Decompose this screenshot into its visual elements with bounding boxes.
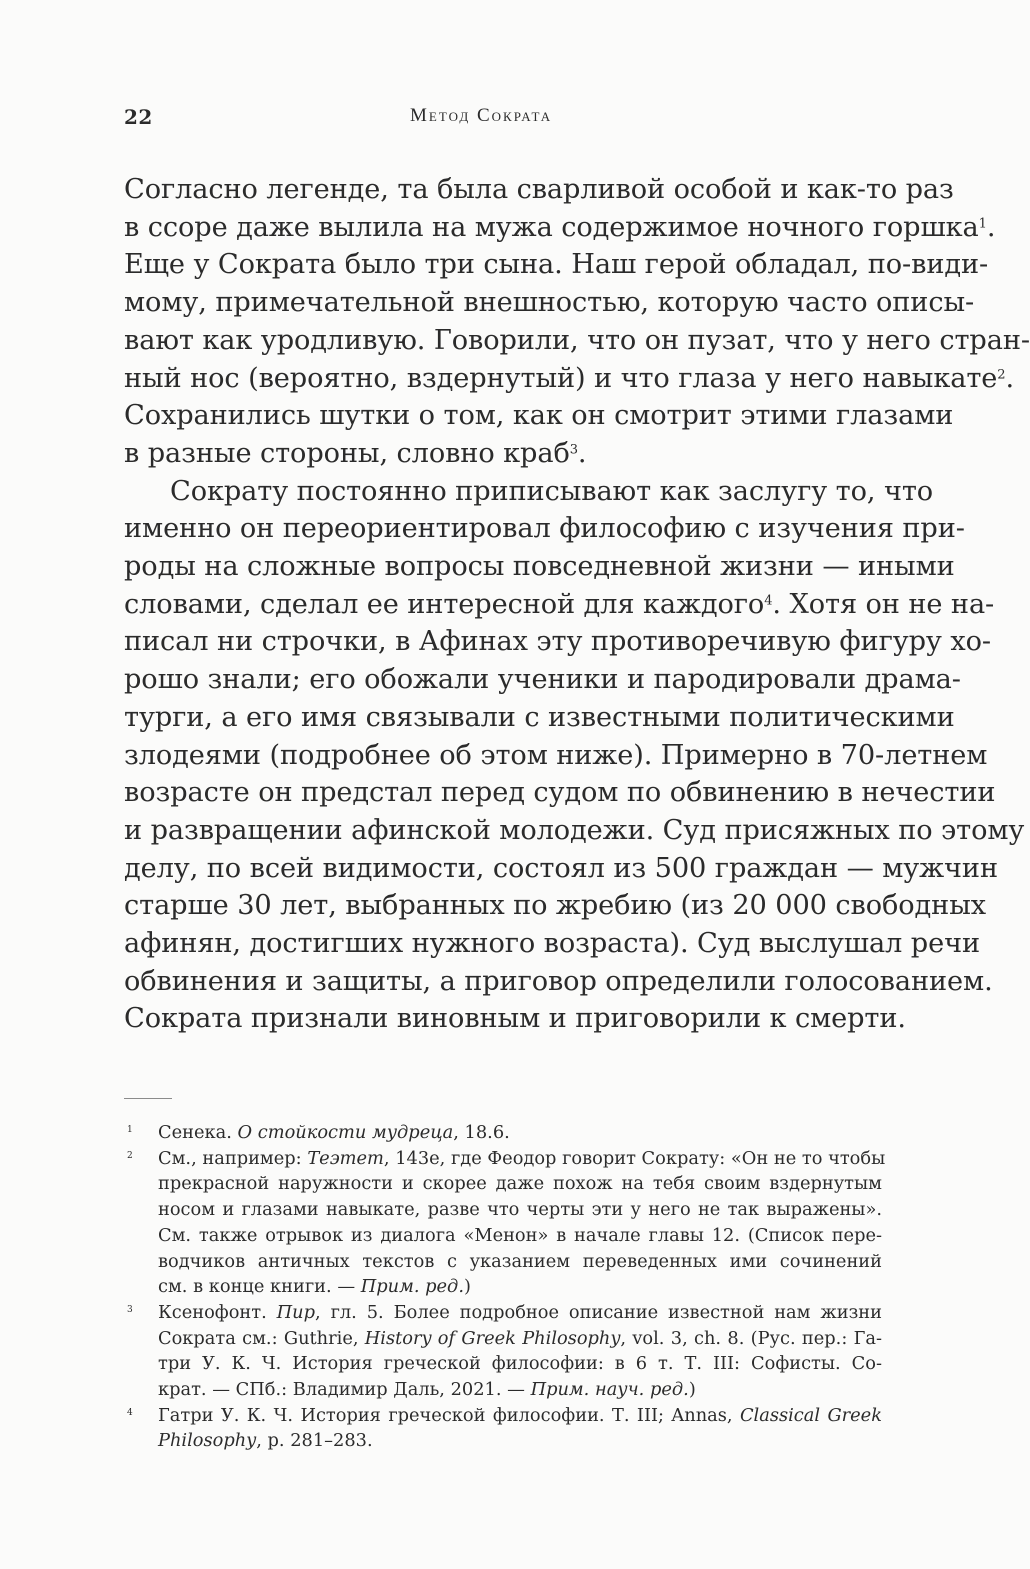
main-line: старше 30 лет, выбранных по жребию (из 20 000 свободных <box>124 890 986 922</box>
main-line: Сократа признали виновным и приговорили к смерти. <box>124 1003 906 1035</box>
footnote-line: Сенека. О стойкости мудреца, 18.6. <box>158 1122 510 1143</box>
footnote-4 <box>124 1403 882 1454</box>
footnote-line: См., например: Теэтет, 143e, где Феодор говорит Сократу: «Он не то чтобы <box>158 1147 886 1169</box>
footnote-line: Philosophy, p. 281–283. <box>158 1430 373 1452</box>
page-number: 22 <box>124 105 153 129</box>
main-line: роды на сложные вопросы повседневной жизни — иными <box>124 551 955 583</box>
main-line: Сохранились шутки о том, как он смотрит этими глазами <box>124 400 954 432</box>
main-line: турги, а его имя связывали с известными политическими <box>124 701 955 733</box>
footnote-line: Гатри У. К. Ч. История греческой философии. Т. III; Annas, Classical Greek <box>158 1404 882 1426</box>
footnote-ref: 2 <box>997 367 1006 383</box>
footnote-line: крат. — СПб.: Владимир Даль, 2021. — Прим. науч. ред.) <box>158 1379 696 1401</box>
main-line: афинян, достигших нужного возраста). Суд выслушал речи <box>124 928 980 960</box>
footnote-ref: 1 <box>978 216 987 232</box>
main-line: и развращении афинской молодежи. Суд присяжных по этому <box>124 814 1025 846</box>
main-text <box>124 171 1030 1038</box>
footnote-2 <box>124 1146 886 1300</box>
footnote-number: 1 <box>127 1125 133 1135</box>
footnote-ref: 3 <box>569 442 578 458</box>
running-head: Метод Сократа <box>410 105 553 126</box>
footnote-3 <box>124 1300 882 1403</box>
main-line: Еще у Сократа было три сына. Наш герой обладал, по-види- <box>124 249 989 281</box>
footnote-line: см. в конце книги. — Прим. ред.) <box>158 1276 471 1298</box>
main-line: рошо знали; его обожали ученики и пародировали драма- <box>124 664 961 696</box>
main-line: ный нос (вероятно, вздернутый) и что глаза у него навыкате$^2$. <box>124 362 1015 394</box>
footnote-number: 4 <box>127 1407 133 1418</box>
footnotes <box>124 1120 886 1454</box>
footnote-ref: 4 <box>764 593 773 609</box>
main-line: именно он переориентировал философию с изучения при- <box>124 513 965 545</box>
footnote-line: Ксенофонт. Пир, гл. 5. Более подробное описание известной нам жизни <box>158 1301 882 1323</box>
footnote-line: водчиков античных текстов с указанием переведенных ими сочинений <box>158 1250 882 1272</box>
main-line: Согласно легенде, та была сварливой особой и как-то раз <box>124 174 954 205</box>
main-line: писал ни строчки, в Афинах эту противоречивую фигуру хо- <box>124 626 991 658</box>
main-line: в ссоре даже вылила на мужа содержимое ночного горшка$^1$. <box>124 211 996 243</box>
footnote-number: 3 <box>127 1304 133 1315</box>
main-line: словами, сделал ее интересной для каждого$^4$. Хотя он не на- <box>124 588 995 620</box>
footnote-line: См. также отрывок из диалога «Менон» в начале главы 12. (Список пере- <box>158 1224 882 1246</box>
main-line: мому, примечательной внешностью, которую часто описы- <box>124 287 975 319</box>
footnote-line: три У. К. Ч. История греческой философии: в 6 т. Т. III: Софисты. Со- <box>158 1353 882 1375</box>
footnote-1 <box>124 1120 882 1146</box>
main-line: Сократу постоянно приписывают как заслугу то, что <box>170 475 934 507</box>
footnote-number: 2 <box>127 1150 133 1161</box>
footnote-line: носом и глазами навыкате, разве что черты эти у него не так выражены». <box>158 1199 882 1221</box>
main-line: возрасте он предстал перед судом по обвинению в нечестии <box>124 777 996 809</box>
main-line: злодеями (подробнее об этом ниже). Примерно в 70-летнем <box>124 739 988 771</box>
main-line: делу, по всей видимости, состоял из 500 граждан — мужчин <box>124 852 998 884</box>
footnote-line: Сократа см.: Guthrie, History of Greek Philosophy, vol. 3, ch. 8. (Рус. пер.: Га- <box>158 1327 882 1349</box>
main-line: в разные стороны, словно краб$^3$. <box>124 437 587 469</box>
main-line: обвинения и защиты, а приговор определили голосованием. <box>124 965 993 997</box>
footnote-separator <box>124 1098 172 1099</box>
main-line: вают как уродливую. Говорили, что он пузат, что у него стран- <box>124 324 1030 356</box>
footnote-line: прекрасной наружности и скорее даже похож на тебя своим вздернутым <box>158 1173 882 1195</box>
